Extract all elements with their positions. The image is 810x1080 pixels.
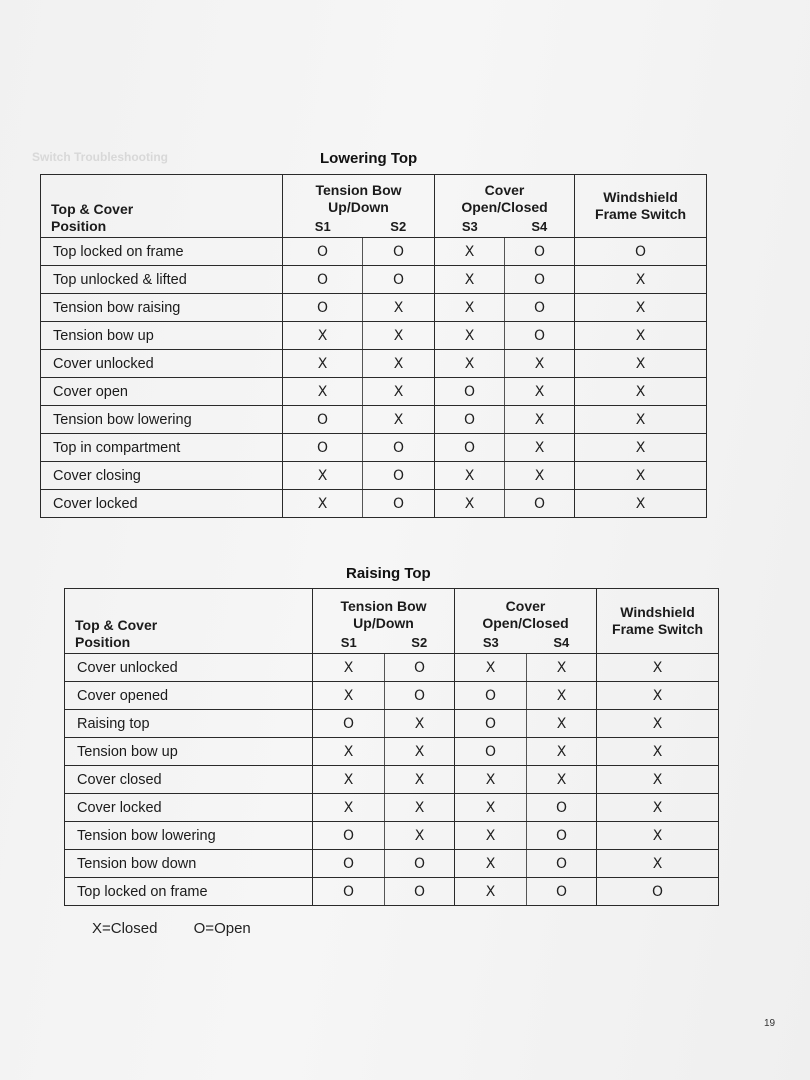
- row-label: Cover opened: [65, 682, 313, 710]
- table-row: [65, 878, 719, 906]
- s3-state: X: [455, 822, 527, 850]
- row-label: Cover closing: [41, 462, 283, 490]
- windshield-state: X: [575, 350, 707, 378]
- table-row: [41, 406, 707, 434]
- row-label: Cover locked: [41, 490, 283, 518]
- row-label: Cover unlocked: [65, 654, 313, 682]
- s1-state: O: [283, 406, 363, 434]
- table-row: [41, 378, 707, 406]
- windshield-state: O: [575, 238, 707, 266]
- windshield-state: X: [575, 322, 707, 350]
- windshield-header: Windshield Frame Switch: [597, 589, 719, 654]
- tension-bow-header: Tension Bow Up/Down: [283, 175, 435, 217]
- s3-state: X: [435, 294, 505, 322]
- s2-state: X: [363, 294, 435, 322]
- s1-state: X: [313, 654, 385, 682]
- s2-state: X: [363, 378, 435, 406]
- faint-background-heading: Switch Troubleshooting: [32, 150, 168, 164]
- s2-state: O: [363, 434, 435, 462]
- s1-state: X: [313, 766, 385, 794]
- s4-state: X: [505, 406, 575, 434]
- s3-state: O: [435, 378, 505, 406]
- s3-header: S3: [435, 216, 505, 237]
- legend: [92, 920, 283, 937]
- row-label: Top locked on frame: [65, 878, 313, 906]
- table-row: [65, 822, 719, 850]
- s2-state: X: [385, 822, 455, 850]
- legend-closed: X=Closed: [92, 920, 158, 937]
- row-label: Tension bow up: [41, 322, 283, 350]
- page-number: 19: [764, 1018, 776, 1029]
- row-label: Top unlocked & lifted: [41, 266, 283, 294]
- s1-state: X: [283, 350, 363, 378]
- s3-state: O: [435, 406, 505, 434]
- s1-state: O: [283, 294, 363, 322]
- cover-header: Cover Open/Closed: [455, 589, 597, 632]
- position-header: Top & Cover Position: [65, 589, 313, 654]
- s1-state: O: [313, 850, 385, 878]
- s4-state: O: [527, 878, 597, 906]
- s3-state: X: [435, 350, 505, 378]
- raising-top-table: [64, 588, 719, 906]
- position-header: Top & Cover Position: [41, 175, 283, 238]
- s4-header: S4: [505, 216, 575, 237]
- row-label: Cover unlocked: [41, 350, 283, 378]
- s3-state: X: [455, 878, 527, 906]
- table-row: [65, 710, 719, 738]
- windshield-state: X: [597, 738, 719, 766]
- s4-state: X: [505, 350, 575, 378]
- windshield-state: X: [597, 850, 719, 878]
- s2-state: O: [363, 238, 435, 266]
- windshield-state: O: [597, 878, 719, 906]
- s2-header: S2: [363, 216, 435, 237]
- windshield-state: X: [575, 294, 707, 322]
- s4-state: O: [505, 294, 575, 322]
- s3-state: X: [435, 462, 505, 490]
- s3-state: O: [455, 738, 527, 766]
- table-row: [41, 490, 707, 518]
- s4-state: X: [505, 462, 575, 490]
- windshield-state: X: [597, 794, 719, 822]
- s4-header: S4: [527, 632, 597, 654]
- row-label: Cover open: [41, 378, 283, 406]
- legend-open: O=Open: [193, 920, 251, 937]
- s3-state: X: [435, 490, 505, 518]
- s2-state: O: [363, 462, 435, 490]
- s2-state: O: [385, 682, 455, 710]
- windshield-state: X: [597, 710, 719, 738]
- s1-header: S1: [283, 216, 363, 237]
- s1-state: X: [283, 490, 363, 518]
- table-row: [65, 738, 719, 766]
- tension-bow-header: Tension Bow Up/Down: [313, 589, 455, 632]
- s1-state: O: [283, 434, 363, 462]
- s3-state: X: [435, 266, 505, 294]
- s3-state: O: [455, 682, 527, 710]
- windshield-state: X: [597, 766, 719, 794]
- s4-state: X: [527, 710, 597, 738]
- s3-state: X: [455, 794, 527, 822]
- s4-state: O: [505, 490, 575, 518]
- s2-state: X: [385, 738, 455, 766]
- s2-state: X: [385, 766, 455, 794]
- row-label: Cover locked: [65, 794, 313, 822]
- table-row: [41, 294, 707, 322]
- table-row: [41, 266, 707, 294]
- s4-state: X: [505, 434, 575, 462]
- s4-state: O: [527, 850, 597, 878]
- s3-state: O: [455, 710, 527, 738]
- table-row: [41, 238, 707, 266]
- row-label: Tension bow raising: [41, 294, 283, 322]
- s3-state: X: [435, 322, 505, 350]
- s1-state: X: [313, 738, 385, 766]
- s1-state: O: [313, 878, 385, 906]
- s1-state: O: [283, 238, 363, 266]
- row-label: Tension bow lowering: [65, 822, 313, 850]
- s2-state: X: [385, 794, 455, 822]
- windshield-state: X: [597, 682, 719, 710]
- s1-state: X: [313, 682, 385, 710]
- table-row: [65, 654, 719, 682]
- windshield-state: X: [575, 266, 707, 294]
- s3-state: X: [455, 654, 527, 682]
- s4-state: X: [527, 654, 597, 682]
- table-row: [41, 462, 707, 490]
- s4-state: X: [527, 738, 597, 766]
- row-label: Raising top: [65, 710, 313, 738]
- s4-state: X: [527, 766, 597, 794]
- windshield-state: X: [597, 822, 719, 850]
- s3-state: X: [455, 850, 527, 878]
- s4-state: O: [505, 238, 575, 266]
- s2-state: O: [363, 490, 435, 518]
- s1-state: X: [283, 462, 363, 490]
- row-label: Tension bow lowering: [41, 406, 283, 434]
- s4-state: O: [505, 322, 575, 350]
- s4-state: O: [527, 794, 597, 822]
- windshield-state: X: [575, 434, 707, 462]
- s1-state: O: [313, 710, 385, 738]
- table-row: [65, 850, 719, 878]
- s3-header: S3: [455, 632, 527, 654]
- row-label: Cover closed: [65, 766, 313, 794]
- windshield-state: X: [575, 462, 707, 490]
- table-row: [65, 794, 719, 822]
- windshield-state: X: [575, 378, 707, 406]
- s1-state: X: [283, 378, 363, 406]
- table-row: [41, 350, 707, 378]
- s3-state: X: [435, 238, 505, 266]
- row-label: Top locked on frame: [41, 238, 283, 266]
- s4-state: X: [527, 682, 597, 710]
- windshield-state: X: [597, 654, 719, 682]
- table-row: [65, 766, 719, 794]
- table-row: [41, 322, 707, 350]
- s1-state: X: [283, 322, 363, 350]
- s1-header: S1: [313, 632, 385, 654]
- s1-state: X: [313, 794, 385, 822]
- s2-state: O: [363, 266, 435, 294]
- windshield-header: Windshield Frame Switch: [575, 175, 707, 238]
- s4-state: X: [505, 378, 575, 406]
- table-row: [65, 682, 719, 710]
- s2-state: X: [363, 350, 435, 378]
- windshield-state: X: [575, 490, 707, 518]
- row-label: Tension bow down: [65, 850, 313, 878]
- s2-state: O: [385, 850, 455, 878]
- s2-state: O: [385, 878, 455, 906]
- lowering-top-table: [40, 174, 707, 518]
- raising-top-title: Raising Top: [346, 565, 431, 582]
- s2-state: X: [385, 710, 455, 738]
- s3-state: X: [455, 766, 527, 794]
- row-label: Tension bow up: [65, 738, 313, 766]
- s1-state: O: [283, 266, 363, 294]
- s4-state: O: [505, 266, 575, 294]
- s3-state: O: [435, 434, 505, 462]
- s2-state: X: [363, 406, 435, 434]
- windshield-state: X: [575, 406, 707, 434]
- s2-state: X: [363, 322, 435, 350]
- cover-header: Cover Open/Closed: [435, 175, 575, 217]
- s1-state: O: [313, 822, 385, 850]
- s2-header: S2: [385, 632, 455, 654]
- table-row: [41, 434, 707, 462]
- row-label: Top in compartment: [41, 434, 283, 462]
- lowering-top-title: Lowering Top: [320, 150, 418, 167]
- s2-state: O: [385, 654, 455, 682]
- s4-state: O: [527, 822, 597, 850]
